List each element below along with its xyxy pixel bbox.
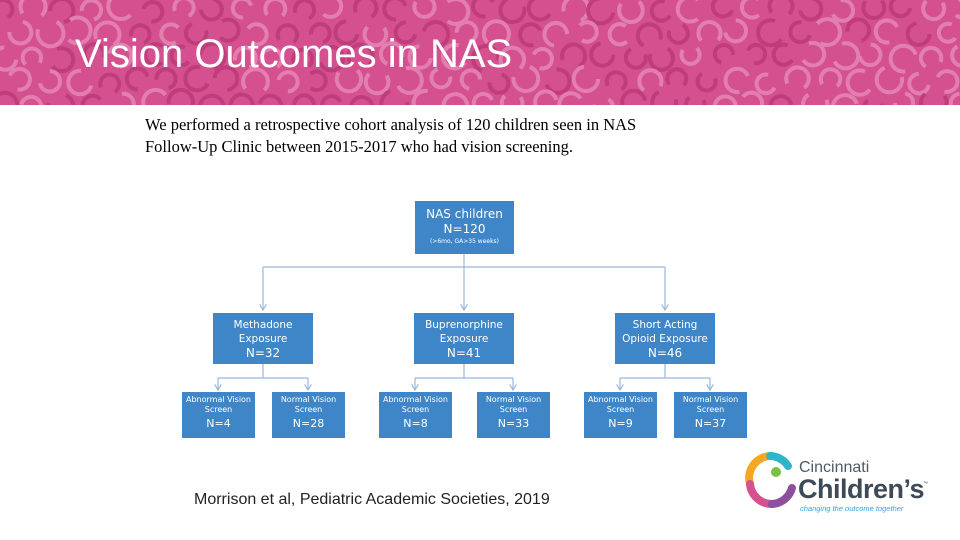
- slide-title: Vision Outcomes in NAS: [75, 32, 513, 76]
- short-acting-line-1: Short Acting: [632, 319, 698, 331]
- methadone-line-2: Exposure: [238, 333, 288, 345]
- leaf-line-2: Screen: [696, 405, 725, 414]
- leaf-line-1: Abnormal Vision: [588, 395, 653, 404]
- leaf-line-2: Screen: [204, 405, 233, 414]
- buprenorphine-count: N=41: [446, 346, 482, 360]
- intro-line-1: We performed a retrospective cohort analysis of 120 children seen in NAS: [145, 115, 637, 134]
- leaf-count: N=28: [292, 417, 325, 430]
- logo-tagline: changing the outcome together: [800, 504, 904, 513]
- root-line-1: NAS children: [426, 207, 503, 221]
- leaf-count: N=4: [206, 417, 231, 430]
- box-short-acting-abnormal-vision: [584, 392, 657, 438]
- leaf-line-1: Abnormal Vision: [383, 395, 448, 404]
- box-methadone-exposure: [213, 313, 313, 364]
- logo-mark-icon: [742, 450, 798, 512]
- leaf-line-1: Abnormal Vision: [186, 395, 251, 404]
- leaf-line-1: Normal Vision: [682, 395, 739, 404]
- methadone-count: N=32: [245, 346, 281, 360]
- box-methadone-abnormal-vision: [182, 392, 255, 438]
- logo-trademark: ™: [923, 481, 928, 487]
- logo-word-cincinnati: Cincinnati: [799, 459, 870, 476]
- leaf-line-1: Normal Vision: [485, 395, 542, 404]
- leaf-count: N=33: [497, 417, 530, 430]
- leaf-line-2: Screen: [606, 405, 635, 414]
- box-buprenorphine-exposure: [414, 313, 514, 364]
- leaf-line-2: Screen: [401, 405, 430, 414]
- leaf-count: N=9: [608, 417, 633, 430]
- logo-word-childrens: Children’s: [798, 474, 925, 504]
- leaf-line-2: Screen: [499, 405, 528, 414]
- short-acting-count: N=46: [647, 346, 683, 360]
- box-buprenorphine-abnormal-vision: [379, 392, 452, 438]
- leaf-line-1: Normal Vision: [280, 395, 337, 404]
- short-acting-line-2: Opioid Exposure: [622, 333, 708, 345]
- root-box-nas-children: [415, 201, 514, 254]
- cincinnati-childrens-logo: [742, 450, 942, 520]
- box-methadone-normal-vision: [272, 392, 345, 438]
- box-short-acting-opioid-exposure: [615, 313, 715, 364]
- root-line-3: (>6mo, GA>35 weeks): [429, 238, 500, 245]
- leaf-line-2: Screen: [294, 405, 323, 414]
- leaf-count: N=37: [694, 417, 727, 430]
- intro-line-2: Follow-Up Clinic between 2015-2017 who had vision screening.: [145, 137, 574, 156]
- box-buprenorphine-normal-vision: [477, 392, 550, 438]
- citation-text: Morrison et al, Pediatric Academic Societies, 2019: [194, 491, 550, 508]
- leaf-count: N=8: [403, 417, 428, 430]
- buprenorphine-line-1: Buprenorphine: [425, 319, 503, 331]
- root-line-2: N=120: [443, 222, 486, 236]
- box-short-acting-normal-vision: [674, 392, 747, 438]
- methadone-line-1: Methadone: [233, 319, 293, 331]
- buprenorphine-line-2: Exposure: [439, 333, 489, 345]
